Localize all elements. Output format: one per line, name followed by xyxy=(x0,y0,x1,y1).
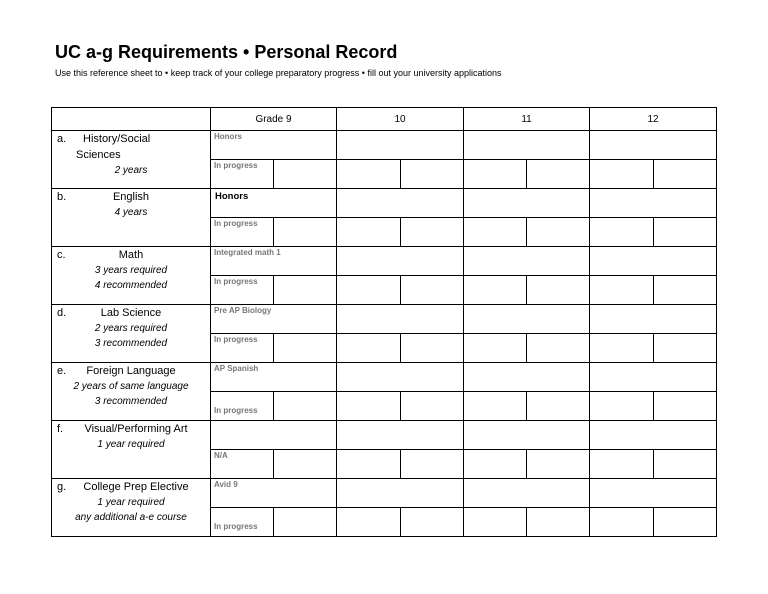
grade-10-status-cell[interactable] xyxy=(337,218,401,247)
grade-10-status-cell[interactable] xyxy=(337,508,401,537)
grade-9-status-cell[interactable] xyxy=(211,160,274,189)
grade-10-status-cell[interactable] xyxy=(337,276,401,305)
grade-10-course-cell[interactable] xyxy=(337,421,464,450)
subject-name: History/Social xyxy=(83,133,151,145)
grade-12-header: 12 xyxy=(590,108,717,131)
grade-9-course-cell[interactable] xyxy=(211,479,337,508)
page-subtitle: Use this reference sheet to • keep track of your college preparatory progress • fill out your university applications xyxy=(55,68,502,78)
grade-9-grade-cell[interactable] xyxy=(274,450,337,479)
grade-header-row xyxy=(52,108,717,131)
grade-10-course-cell[interactable] xyxy=(337,363,464,392)
requirement-e-label xyxy=(52,363,211,421)
grade-10-course-cell[interactable] xyxy=(337,189,464,218)
subject-name: Foreign Language xyxy=(86,365,176,377)
requirement-e-course-row xyxy=(52,363,717,392)
grade-9-grade-cell[interactable] xyxy=(274,276,337,305)
grade-10-status-cell[interactable] xyxy=(337,450,401,479)
requirement-g-label xyxy=(52,479,211,537)
course-entry: Pre AP Biology xyxy=(214,306,272,315)
requirement-a-course-row xyxy=(52,131,717,160)
requirement-b-course-row xyxy=(52,189,717,218)
requirement-note: 4 years xyxy=(114,207,148,218)
grade-12-course-cell[interactable] xyxy=(590,131,717,160)
status-entry: In progress xyxy=(214,277,258,286)
grade-11-course-cell[interactable] xyxy=(464,189,590,218)
grade-10-grade-cell[interactable] xyxy=(401,450,464,479)
grade-9-course-cell[interactable] xyxy=(211,189,337,218)
requirement-note: 2 years of same language xyxy=(73,381,189,392)
grade-12-grade-cell[interactable] xyxy=(654,276,717,305)
course-entry xyxy=(211,421,336,423)
grade-11-status-cell[interactable] xyxy=(464,276,527,305)
requirement-letter: b. xyxy=(57,191,67,203)
grade-11-course-cell[interactable] xyxy=(464,247,590,276)
grade-9-course-cell[interactable] xyxy=(211,131,337,160)
requirements-table xyxy=(51,107,717,537)
header-blank-cell xyxy=(52,108,211,131)
grade-11-grade-cell[interactable] xyxy=(527,334,590,363)
grade-12-course-cell[interactable] xyxy=(590,363,717,392)
grade-9-course-cell[interactable] xyxy=(211,247,337,276)
requirement-letter: e. xyxy=(57,365,67,377)
status-entry: In progress xyxy=(214,335,258,344)
requirement-letter: f. xyxy=(57,423,64,435)
grade-10-status-cell[interactable] xyxy=(337,334,401,363)
grade-11-status-cell[interactable] xyxy=(464,392,527,421)
grade-10-grade-cell[interactable] xyxy=(401,392,464,421)
grade-12-grade-cell[interactable] xyxy=(654,508,717,537)
grade-12-status-cell[interactable] xyxy=(590,276,654,305)
subject-name: College Prep Elective xyxy=(83,481,189,493)
grade-9-grade-cell[interactable] xyxy=(274,334,337,363)
requirement-letter: d. xyxy=(57,307,67,319)
grade-9-status-cell[interactable] xyxy=(211,450,274,479)
subject-name: Visual/Performing Art xyxy=(84,423,188,435)
page-title: UC a-g Requirements • Personal Record xyxy=(55,42,398,62)
status-entry: In progress xyxy=(214,522,258,531)
subject-name: English xyxy=(112,191,150,203)
grade-10-status-cell[interactable] xyxy=(337,392,401,421)
grade-10-grade-cell[interactable] xyxy=(401,508,464,537)
requirement-f-course-row xyxy=(52,421,717,450)
grade-9-grade-cell[interactable] xyxy=(274,160,337,189)
grade-10-course-cell[interactable] xyxy=(337,479,464,508)
subject-name: Math xyxy=(118,249,144,261)
grade-12-grade-cell[interactable] xyxy=(654,392,717,421)
grade-9-grade-cell[interactable] xyxy=(274,218,337,247)
grade-9-header: Grade 9 xyxy=(211,108,337,131)
grade-12-status-cell[interactable] xyxy=(590,160,654,189)
grade-11-grade-cell[interactable] xyxy=(527,160,590,189)
grade-11-grade-cell[interactable] xyxy=(527,218,590,247)
grade-12-course-cell[interactable] xyxy=(590,247,717,276)
grade-9-course-cell[interactable] xyxy=(211,363,337,392)
status-entry: In progress xyxy=(214,219,258,228)
subject-name: Lab Science xyxy=(100,307,162,319)
requirement-note: 4 recommended xyxy=(94,280,168,291)
grade-12-course-cell[interactable] xyxy=(590,305,717,334)
grade-10-header: 10 xyxy=(337,108,464,131)
grade-9-status-cell[interactable] xyxy=(211,334,274,363)
grade-12-status-cell[interactable] xyxy=(590,334,654,363)
grade-9-course-cell[interactable] xyxy=(211,305,337,334)
requirement-a-label xyxy=(52,131,211,189)
grade-11-grade-cell[interactable] xyxy=(527,276,590,305)
status-entry: In progress xyxy=(214,406,258,415)
grade-10-grade-cell[interactable] xyxy=(401,276,464,305)
requirement-note: 1 year required xyxy=(97,497,165,508)
grade-11-course-cell[interactable] xyxy=(464,363,590,392)
grade-11-status-cell[interactable] xyxy=(464,160,527,189)
grade-9-status-cell[interactable] xyxy=(211,392,274,421)
grade-10-course-cell[interactable] xyxy=(337,305,464,334)
grade-12-grade-cell[interactable] xyxy=(654,334,717,363)
grade-11-course-cell[interactable] xyxy=(464,479,590,508)
requirement-d-course-row xyxy=(52,305,717,334)
requirement-letter: g. xyxy=(57,481,67,493)
requirement-note: 2 years required xyxy=(94,323,168,334)
grade-12-status-cell[interactable] xyxy=(590,508,654,537)
grade-12-status-cell[interactable] xyxy=(590,450,654,479)
course-entry: Honors xyxy=(214,132,242,141)
grade-11-header: 11 xyxy=(464,108,590,131)
grade-12-grade-cell[interactable] xyxy=(654,160,717,189)
subject-name: Sciences xyxy=(76,149,121,161)
grade-12-course-cell[interactable] xyxy=(590,189,717,218)
grade-10-grade-cell[interactable] xyxy=(401,218,464,247)
grade-11-grade-cell[interactable] xyxy=(527,508,590,537)
requirement-f-label xyxy=(52,421,211,479)
grade-11-grade-cell[interactable] xyxy=(527,450,590,479)
grade-9-course-cell[interactable] xyxy=(211,421,337,450)
grade-10-status-cell[interactable] xyxy=(337,160,401,189)
grade-11-status-cell[interactable] xyxy=(464,334,527,363)
requirement-note: 3 years required xyxy=(94,265,168,276)
grade-11-status-cell[interactable] xyxy=(464,450,527,479)
grade-12-status-cell[interactable] xyxy=(590,218,654,247)
grade-12-grade-cell[interactable] xyxy=(654,218,717,247)
grade-10-course-cell[interactable] xyxy=(337,131,464,160)
requirement-note: 3 recommended xyxy=(94,396,168,407)
requirement-c-label xyxy=(52,247,211,305)
requirement-c-course-row xyxy=(52,247,717,276)
course-entry: Honors xyxy=(215,191,249,202)
grade-11-status-cell[interactable] xyxy=(464,508,527,537)
requirement-letter: c. xyxy=(57,249,66,261)
status-entry: In progress xyxy=(214,161,258,170)
grade-9-status-cell[interactable] xyxy=(211,276,274,305)
grade-10-grade-cell[interactable] xyxy=(401,334,464,363)
grade-11-course-cell[interactable] xyxy=(464,131,590,160)
grade-9-status-cell[interactable] xyxy=(211,508,274,537)
course-entry: Avid 9 xyxy=(214,480,238,489)
requirement-b-label xyxy=(52,189,211,247)
grade-11-course-cell[interactable] xyxy=(464,421,590,450)
requirement-note: 2 years xyxy=(114,165,148,176)
grade-12-status-cell[interactable] xyxy=(590,392,654,421)
course-entry: Integrated math 1 xyxy=(214,248,281,257)
requirement-note: 3 recommended xyxy=(94,338,168,349)
grade-11-grade-cell[interactable] xyxy=(527,392,590,421)
grade-11-status-cell[interactable] xyxy=(464,218,527,247)
grade-12-course-cell[interactable] xyxy=(590,421,717,450)
grade-9-grade-cell[interactable] xyxy=(274,508,337,537)
grade-9-status-cell[interactable] xyxy=(211,218,274,247)
grade-9-grade-cell[interactable] xyxy=(274,392,337,421)
course-entry: AP Spanish xyxy=(214,364,259,373)
grade-12-course-cell[interactable] xyxy=(590,479,717,508)
requirement-g-course-row xyxy=(52,479,717,508)
requirement-note: 1 year required xyxy=(97,439,165,450)
grade-12-grade-cell[interactable] xyxy=(654,450,717,479)
grade-10-course-cell[interactable] xyxy=(337,247,464,276)
requirement-note: any additional a-e course xyxy=(75,512,187,523)
grade-10-grade-cell[interactable] xyxy=(401,160,464,189)
requirement-letter: a. xyxy=(57,133,67,145)
requirement-d-label xyxy=(52,305,211,363)
status-entry: N/A xyxy=(214,451,228,460)
grade-11-course-cell[interactable] xyxy=(464,305,590,334)
